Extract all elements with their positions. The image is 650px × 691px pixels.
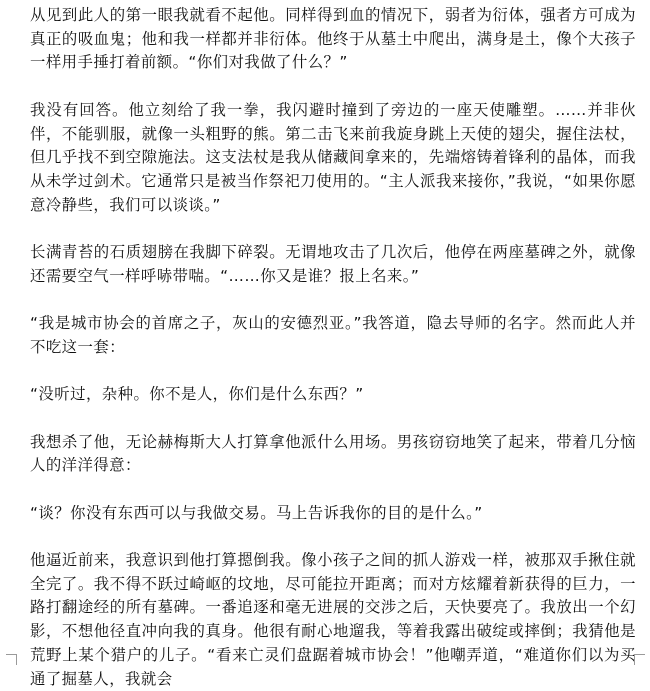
document-page	[30, 4, 636, 691]
paragraph-8: 他逼近前来，我意识到他打算摁倒我。像小孩子之间的抓人游戏一样，被那双手揪住就全完了。我不得不跃过崎岖的坟地，尽可能拉开距离；而对方炫耀着新获得的巨力，一路打翻途经的所有墓碑。一番追逐和毫无进展的交涉之后，天快要亮了。我放出一个幻影，不想他径直冲向我的真身。他很有耐心地遛我，等着我露出破绽或摔倒；我猜他是荒野上某个猎户的儿子。“看来亡灵们盘踞着城市协会！”他嘲弄道，“难道你们以为买通了掘墓人，我就会	[30, 551, 636, 688]
paragraph-3: 长满青苔的石质翅膀在我脚下碎裂。无谓地攻击了几次后，他停在两座墓碑之外，就像还需要空气一样呼哧带喘。“……你又是谁？报上名来。”	[30, 243, 636, 285]
page-margin-mark-right	[634, 654, 645, 665]
paragraph-6: 我想杀了他，无论赫梅斯大人打算拿他派什么用场。男孩窃窃地笑了起来，带着几分恼人的洋洋得意：	[30, 432, 636, 475]
page-margin-mark-left	[6, 654, 17, 665]
paragraph-1: 从见到此人的第一眼我就看不起他。同样得到血的情况下，弱者为衍体，强者方可成为真正的吸血鬼；他和我一样都并非衍体。他终于从墓土中爬出，满身是土，像个大孩子一样用手捶打着前额。“你们对我做了什么？”	[30, 6, 636, 72]
paragraph-7: “谈？你没有东西可以与我做交易。马上告诉我你的目的是什么。”	[30, 503, 483, 522]
paragraph-2: 我没有回答。他立刻给了我一拳，我闪避时撞到了旁边的一座天使雕塑。……并非伙伴，不能驯服，就像一头粗野的熊。第二击飞来前我旋身跳上天使的翅尖，握住法杖，但几乎找不到空隙施法。这支法杖是我从储藏间拿来的，先端熔铸着锋利的晶体，而我从未学过剑术。它通常只是被当作祭祀刀使用的。“主人派我来接你，”我说，“如果你愿意冷静些，我们可以谈谈。”	[30, 100, 636, 214]
paragraph-4: “我是城市协会的首席之子，灰山的安德烈亚。”我答道，隐去导师的名字。然而此人并不吃这一套：	[30, 314, 636, 356]
paragraph-5: “没听过，杂种。你不是人，你们是什么东西？”	[30, 385, 364, 404]
